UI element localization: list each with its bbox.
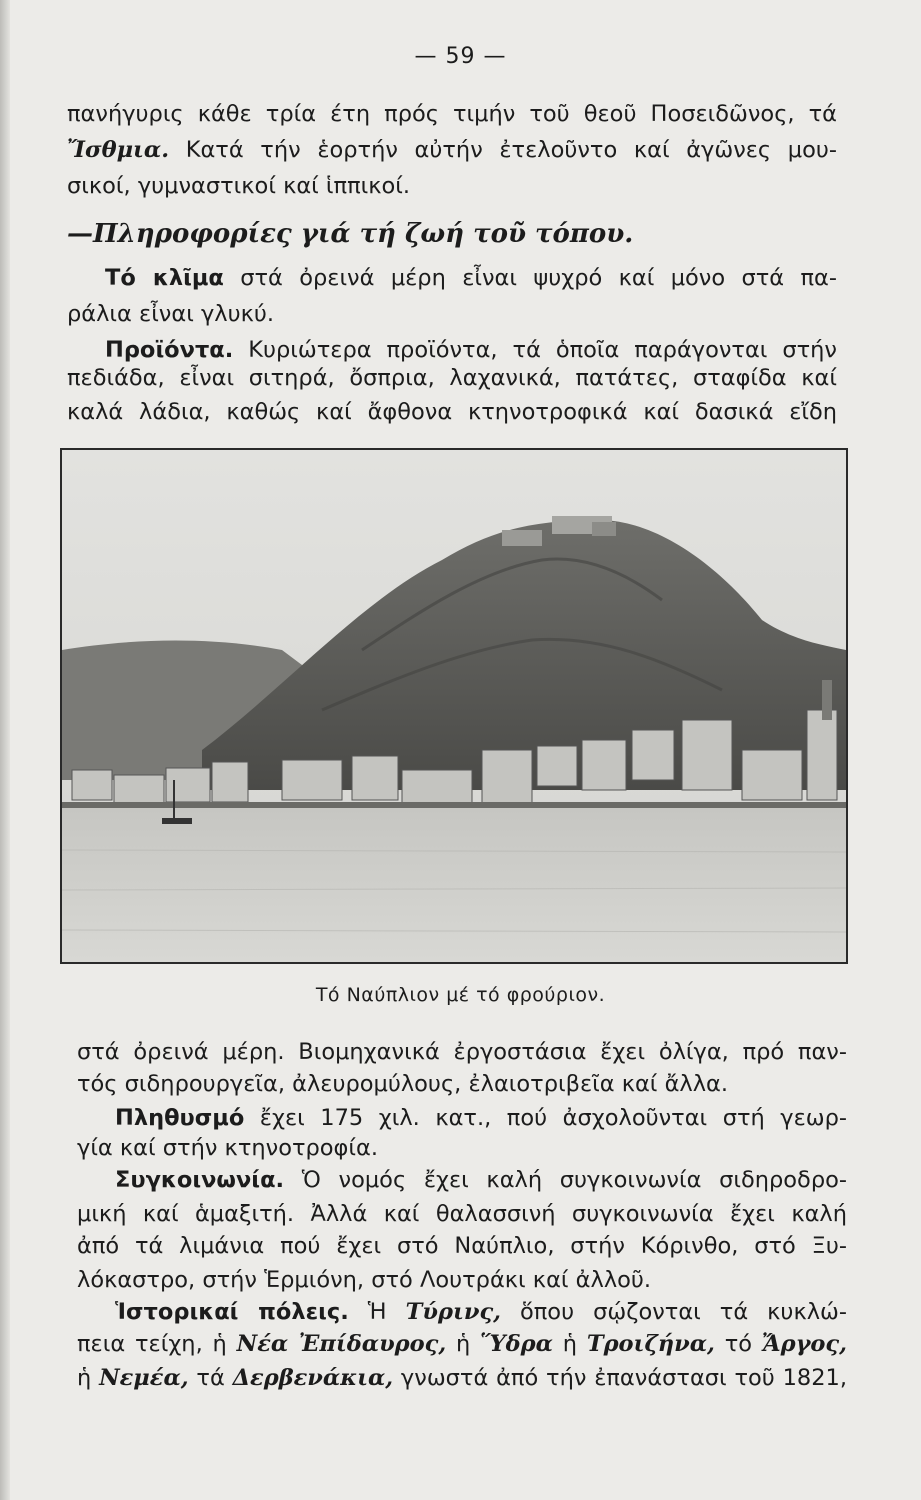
paragraph-line: [77, 1360, 847, 1396]
paragraph-line: [115, 1162, 847, 1198]
population-label: Πληθυσμό: [115, 1105, 245, 1131]
historic-label: Ἱστορικαί πόλεις.: [115, 1299, 349, 1325]
photo-nafplio-fortress: [60, 448, 848, 964]
line-text: τά: [188, 1365, 233, 1391]
paragraph-line: ἀπό τά λιμάνια πού ἔχει στό Ναύπλιο, στήν Κόρινθο, στό Ξυ-: [77, 1233, 847, 1259]
paragraph-line: [105, 260, 837, 296]
paragraph-line: σικοί, γυμναστικοί καί ἱππικοί.: [67, 173, 411, 199]
line-text: Κατά τήν ἑορτήν αὐτήν ἐτελοῦντο καί ἀγῶνες μου-: [169, 137, 837, 163]
line-text: ἡ: [552, 1331, 587, 1357]
line-text: πεια τείχη, ἡ: [77, 1331, 237, 1357]
line-text: Ὁ νομός ἔχει καλή συγκοινωνία σιδηροδρο-: [284, 1167, 847, 1193]
place-nea-epidavros: Νέα Ἐπίδαυρος,: [236, 1331, 447, 1357]
place-nemea: Νεμέα,: [99, 1365, 189, 1391]
paragraph-line: πανήγυρις κάθε τρία έτη πρός τιμήν τοῦ θεοῦ Ποσειδῶνος, τά: [67, 101, 837, 127]
place-troizina: Τροιζήνα,: [586, 1331, 715, 1357]
paragraph-line: πεδιάδα, εἶναι σιτηρά, ὄσπρια, λαχανικά, πατάτες, σταφίδα καί: [67, 365, 837, 391]
page-number: — 59 —: [414, 44, 507, 69]
paragraph-line: τός σιδηρουργεῖα, ἀλευρομύλους, ἐλαιοτριβεῖα καί ἄλλα.: [77, 1071, 729, 1097]
communication-label: Συγκοινωνία.: [115, 1167, 285, 1193]
line-text: στά ὀρεινά μέρη εἶναι ψυχρό καί μόνο στά πα-: [223, 265, 837, 291]
place-tiryns: Τύρινς,: [405, 1299, 501, 1325]
paragraph-line: [115, 1294, 847, 1330]
place-argos: Ἄργος,: [761, 1331, 847, 1357]
line-text: τό: [714, 1331, 762, 1357]
line-text: ἡ: [77, 1365, 100, 1391]
halftone-photo: [62, 450, 846, 962]
products-label: Προϊόντα.: [105, 337, 234, 363]
paragraph-line: [77, 1326, 847, 1362]
line-text: γνωστά ἀπό τήν ἐπανάστασι τοῦ 1821,: [393, 1365, 847, 1391]
paragraph-line: καλά λάδια, καθώς καί ἄφθονα κτηνοτροφικά καί δασικά εἴδη: [67, 399, 837, 425]
paragraph-line: στά ὀρεινά μέρη. Βιομηχανικά ἐργοστάσια ἔχει ὀλίγα, πρό παν-: [77, 1039, 847, 1065]
page-edge: [0, 0, 10, 1500]
line-text: ὅπου σῴζονται τά κυκλώ-: [500, 1299, 847, 1325]
paragraph-line: ράλια εἶναι γλυκύ.: [67, 301, 275, 327]
paragraph-line: λόκαστρο, στήν Ἑρμιόνη, στό Λουτράκι καί ἀλλοῦ.: [77, 1267, 652, 1293]
paragraph-line: [67, 132, 837, 168]
section-heading: —Πληροφορίες γιά τή ζωή τοῦ τόπου.: [67, 219, 634, 249]
photo-caption: Τό Ναύπλιον μέ τό φρούριον.: [315, 984, 606, 1006]
paragraph-line: γία καί στήν κτηνοτροφία.: [77, 1135, 378, 1161]
place-dervenakia: Δερβενάκια,: [232, 1365, 394, 1391]
line-text: Κυριώτερα προϊόντα, τά ὁποῖα παράγονται στήν: [233, 337, 837, 363]
emphasis-isthmia: Ἴσθμια.: [67, 137, 170, 163]
line-text: Ἡ: [348, 1299, 406, 1325]
paragraph-line: μική καί ἁμαξιτή. Ἀλλά καί θαλασσινή συγκοινωνία ἔχει καλή: [77, 1201, 847, 1227]
line-text: ἔχει 175 χιλ. κατ., πού ἀσχολοῦνται στή γεωρ-: [244, 1105, 847, 1131]
line-text: ἡ: [446, 1331, 481, 1357]
place-hydra: Ὕδρα: [480, 1331, 553, 1357]
climate-label: Τό κλῖμα: [105, 265, 224, 291]
